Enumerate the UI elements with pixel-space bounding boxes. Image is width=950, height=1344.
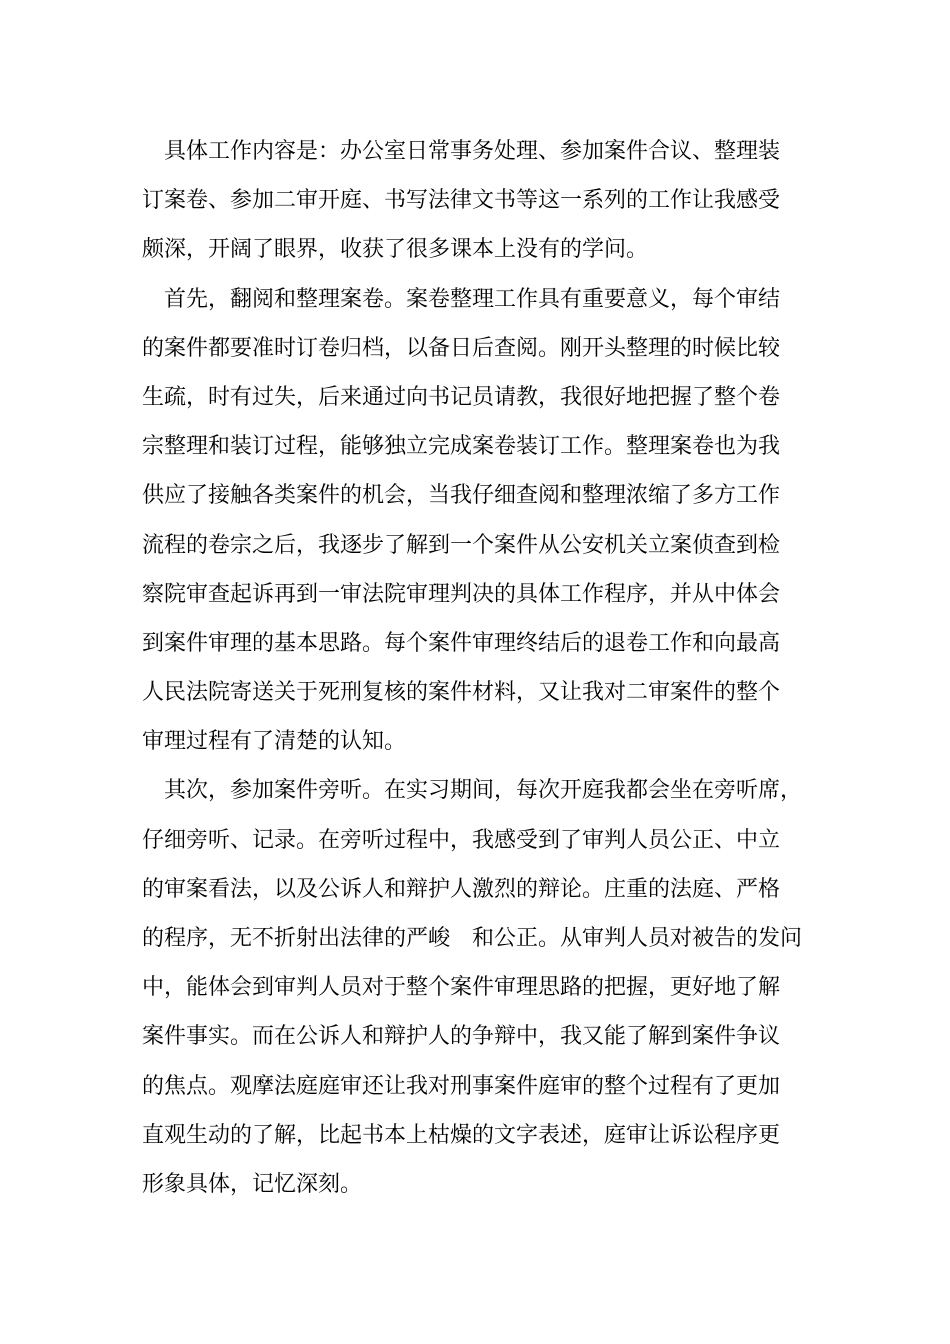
paragraph-work-content [142,127,810,275]
paragraph-case-files [142,275,810,767]
text-line: 宗整理和装订过程，能够独立完成案卷装订工作。整理案卷也为我 [142,434,781,460]
text-line: 中，能体会到审判人员对于整个案件审理思路的把握，更好地了解 [142,975,781,1001]
text-line: 流程的卷宗之后，我逐步了解到一个案件从公安机关立案侦查到检 [142,532,781,558]
text-line: 案件事实。而在公诉人和辩护人的争辩中，我又能了解到案件争议 [142,1024,781,1050]
paragraph-court-observation [142,766,810,1209]
text-line: 直观生动的了解，比起书本上枯燥的文字表述，庭审让诉讼程序更 [142,1122,781,1148]
text-line: 订案卷、参加二审开庭、书写法律文书等这一系列的工作让我感受 [142,188,781,214]
text-line: 颇深，开阔了眼界，收获了很多课本上没有的学问。 [142,237,649,263]
text-line: 察院审查起诉再到一审法院审理判决的具体工作程序，并从中体会 [142,581,781,607]
text-line: 供应了接触各类案件的机会，当我仔细查阅和整理浓缩了多方工作 [142,483,781,509]
text-line: 其次，参加案件旁听。在实习期间，每次开庭我都会坐在旁听席， [142,778,803,804]
document-body [142,127,810,1209]
text-line: 具体工作内容是：办公室日常事务处理、参加案件合议、整理装 [142,139,781,164]
text-line: 仔细旁听、记录。在旁听过程中，我感受到了审判人员公正、中立 [142,827,781,853]
text-line: 的审案看法，以及公诉人和辩护人激烈的辩论。庄重的法庭、严格 [142,876,781,902]
text-line: 形象具体，记忆深刻。 [142,1171,363,1197]
text-line: 生疏，时有过失，后来通过向书记员请教，我很好地把握了整个卷 [142,384,781,410]
text-line: 审理过程有了清楚的认知。 [142,729,407,755]
text-line: 人民法院寄送关于死刑复核的案件材料，又让我对二审案件的整个 [142,680,781,706]
text-line: 首先，翻阅和整理案卷。案卷整理工作具有重要意义，每个审结 [142,286,781,312]
text-line: 的程序，无不折射出法律的严峻 和公正。从审判人员对被告的发问 [142,926,803,951]
text-line: 的案件都要准时订卷归档，以备日后查阅。刚开头整理的时候比较 [142,335,781,361]
text-line: 的焦点。观摩法庭庭审还让我对刑事案件庭审的整个过程有了更加 [142,1073,781,1099]
text-line: 到案件审理的基本思路。每个案件审理终结后的退卷工作和向最高 [142,630,781,656]
